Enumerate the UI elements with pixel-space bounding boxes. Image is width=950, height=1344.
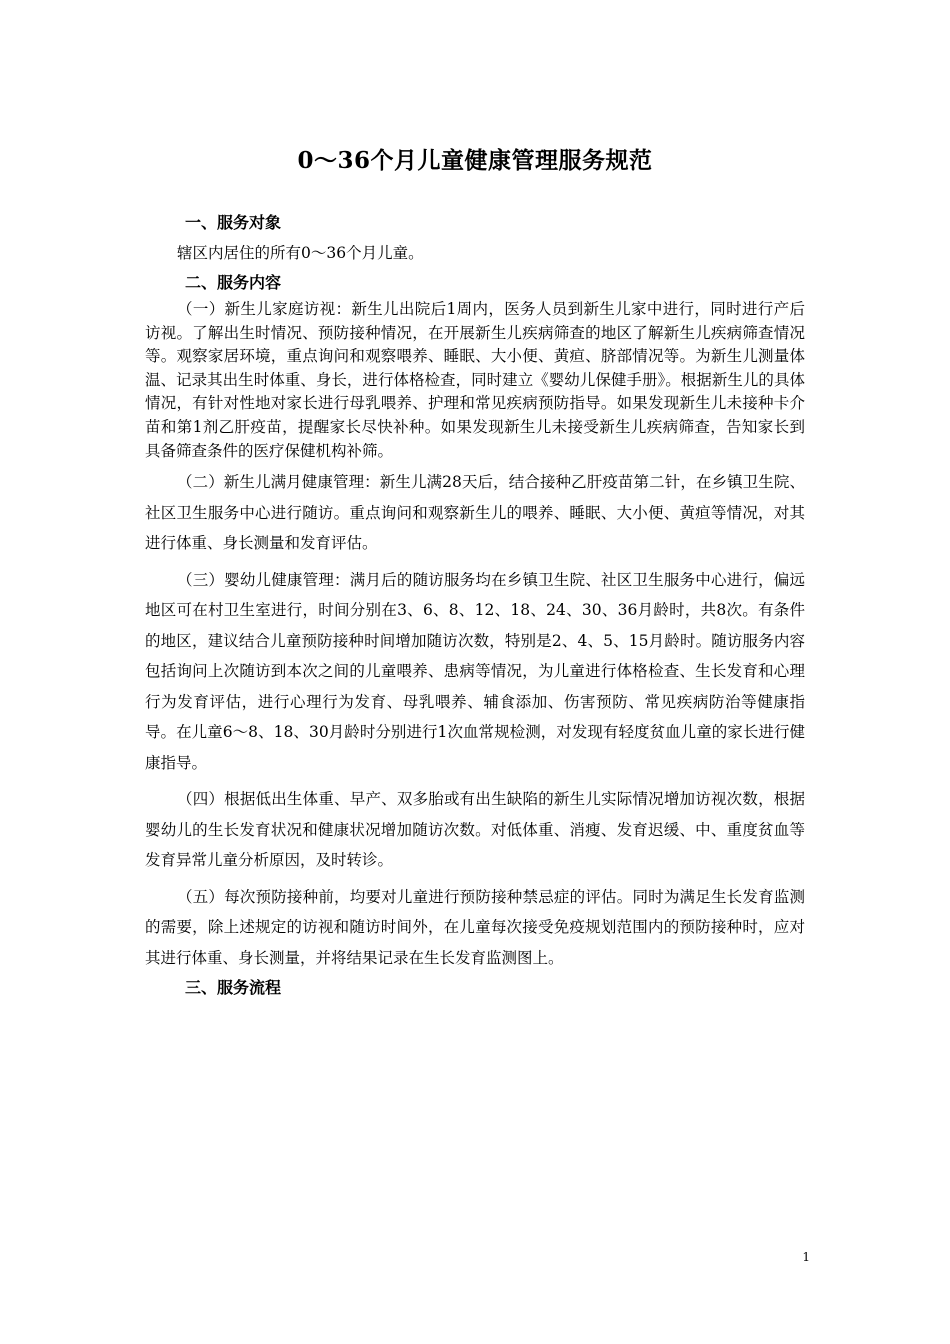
section-heading-service-content: 二、服务内容 [185, 273, 282, 292]
paragraph-newborn-home-visit: （一）新生儿家庭访视：新生儿出院后1周内，医务人员到新生儿家中进行，同时进行产后访视。了解出生时情况、预防接种情况，在开展新生儿疾病筛查的地区了解新生儿疾病筛查情况等。观察家居环境，重点询问和观察喂养、睡眠、大小便、黄疸、脐部情况等。为新生儿测量体温、记录其出生时体重、身长，进行体格检查，同时建立《婴幼儿保健手册》。根据新生儿的具体情况，有针对性地对家长进行母乳喂养、护理和常见疾病预防指导。如果发现新生儿未接种卡介苗和第1剂乙肝疫苗，提醒家长尽快补种。如果发现新生儿未接受新生儿疾病筛查，告知家长到具备筛查条件的医疗保健机构补筛。 [145, 300, 805, 460]
page-number: 1 [802, 1250, 810, 1264]
paragraph-vaccination-assessment: （五）每次预防接种前，均要对儿童进行预防接种禁忌症的评估。同时为满足生长发育监测的需要，除上述规定的访视和随访时间外，在儿童每次接受免疫规划范围内的预防接种时，应对其进行体重、身长测量，并将结果记录在生长发育监测图上。 [145, 887, 805, 967]
paragraph-infant-health-management: （三）婴幼儿健康管理：满月后的随访服务均在乡镇卫生院、社区卫生服务中心进行，偏远地区可在村卫生室进行，时间分别在3、6、8、12、18、24、30、36月龄时，共8次。有条件的地区，建议结合儿童预防接种时间增加随访次数，特别是2、4、5、15月龄时。随访服务内容包括询问上次随访到本次之间的儿童喂养、患病等情况，为儿童进行体格检查、生长发育和心理行为发育评估，进行心理行为发育、母乳喂养、辅食添加、伤害预防、常见疾病防治等健康指导。在儿童6～8、18、30月龄时分别进行1次血常规检测，对发现有轻度贫血儿童的家长进行健康指导。 [145, 570, 805, 772]
paragraph-additional-visits: （四）根据低出生体重、早产、双多胎或有出生缺陷的新生儿实际情况增加访视次数，根据婴幼儿的生长发育状况和健康状况增加随访次数。对低体重、消瘦、发育迟缓、中、重度贫血等发育异常儿童分析原因，及时转诊。 [145, 790, 805, 870]
section-heading-service-flow: 三、服务流程 [185, 978, 282, 998]
paragraph-newborn-month-management: （二）新生儿满月健康管理：新生儿满28天后，结合接种乙肝疫苗第二针，在乡镇卫生院、社区卫生服务中心进行随访。重点询问和观察新生儿的喂养、睡眠、大小便、黄疸等情况，对其进行体重、身长测量和发育评估。 [145, 473, 805, 553]
service-target-text: 辖区内居住的所有0～36个月儿童。 [177, 244, 424, 262]
section-heading-service-target: 一、服务对象 [185, 213, 282, 232]
document-title: 0～36个月儿童健康管理服务规范 [297, 147, 653, 174]
document-body [145, 208, 805, 1003]
